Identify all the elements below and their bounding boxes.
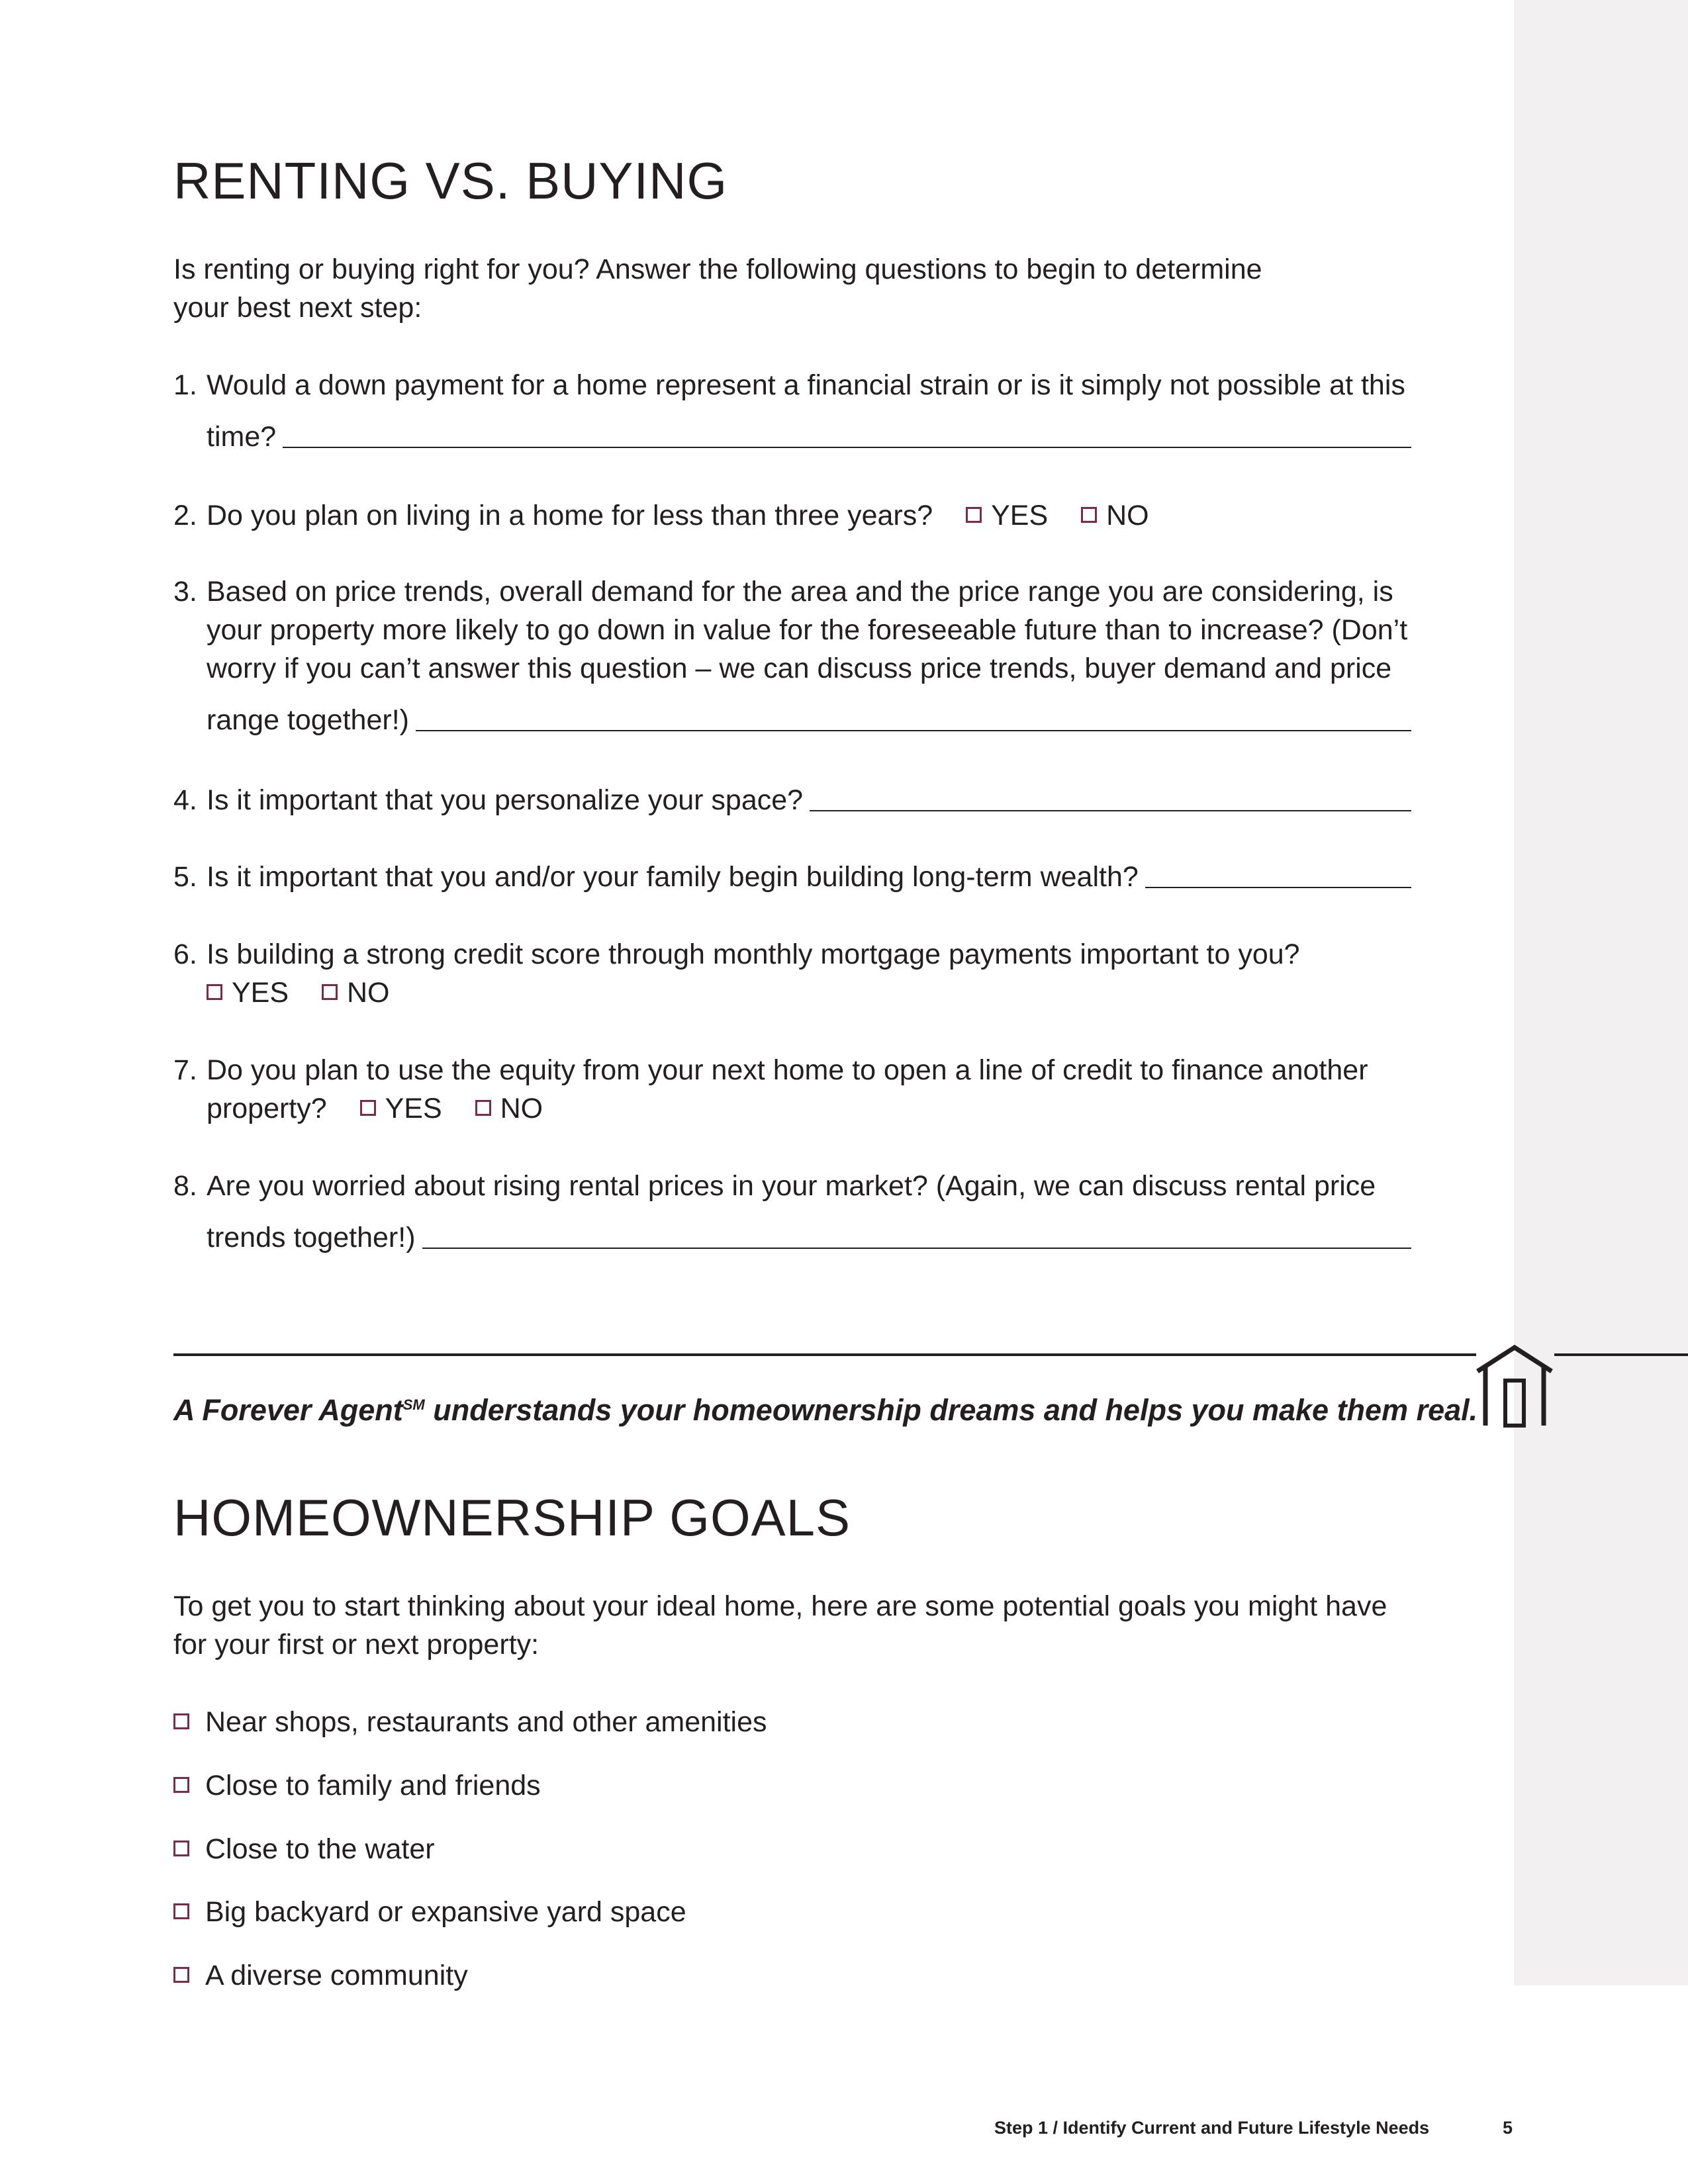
section-title-goals: HOMEOWNERSHIP GOALS: [173, 1488, 851, 1547]
answer-line-5[interactable]: [1145, 886, 1411, 888]
section-divider-right: [1554, 1353, 1688, 1356]
q2-no-option[interactable]: NO: [1081, 496, 1149, 535]
checkbox[interactable]: [475, 1100, 491, 1116]
checkbox[interactable]: [360, 1100, 376, 1116]
goal-item[interactable]: Close to family and friends: [173, 1766, 541, 1805]
footer-step: Step 1 / Identify Current and Future Lifestyle Needs: [994, 2118, 1430, 2138]
q2-yes-option[interactable]: YES: [966, 496, 1048, 535]
q6-yes-option[interactable]: YES: [207, 974, 289, 1012]
tagline: A Forever Agent℠ understands your homeownership dreams and helps you make them real.: [173, 1393, 1478, 1427]
checkbox[interactable]: [173, 1777, 189, 1793]
q7-no-option[interactable]: NO: [475, 1089, 543, 1128]
checkbox[interactable]: [173, 1903, 189, 1919]
q7-yes-option[interactable]: YES: [360, 1089, 442, 1128]
section-title-renting: RENTING VS. BUYING: [173, 152, 728, 210]
house-icon: [1475, 1343, 1554, 1430]
checkbox[interactable]: [322, 984, 338, 1000]
section-divider: [173, 1353, 1476, 1356]
page-number: 5: [1503, 2118, 1513, 2138]
checkbox[interactable]: [1081, 507, 1097, 523]
renting-intro: Is renting or buying right for you? Answer the following questions to begin to determine your best next step:: [173, 253, 1262, 324]
goal-item[interactable]: Big backyard or expansive yard space: [173, 1893, 686, 1931]
goals-intro: To get you to start thinking about your ideal home, here are some potential goals you might have for your first or next property:: [173, 1590, 1387, 1661]
sidebar-panel: [1514, 0, 1688, 1985]
goal-item[interactable]: Close to the water: [173, 1830, 435, 1868]
checkbox[interactable]: [207, 984, 222, 1000]
answer-line-1[interactable]: [283, 445, 1411, 448]
checkbox[interactable]: [173, 1967, 189, 1983]
checkbox[interactable]: [966, 507, 982, 523]
goal-item[interactable]: A diverse community: [173, 1956, 468, 1995]
q6-no-option[interactable]: NO: [322, 974, 390, 1012]
goal-item[interactable]: Near shops, restaurants and other amenities: [173, 1703, 767, 1741]
answer-line-4[interactable]: [810, 809, 1411, 811]
checkbox[interactable]: [173, 1713, 189, 1729]
answer-line-8[interactable]: [422, 1246, 1411, 1249]
answer-line-3[interactable]: [416, 729, 1411, 731]
checkbox[interactable]: [173, 1841, 189, 1856]
